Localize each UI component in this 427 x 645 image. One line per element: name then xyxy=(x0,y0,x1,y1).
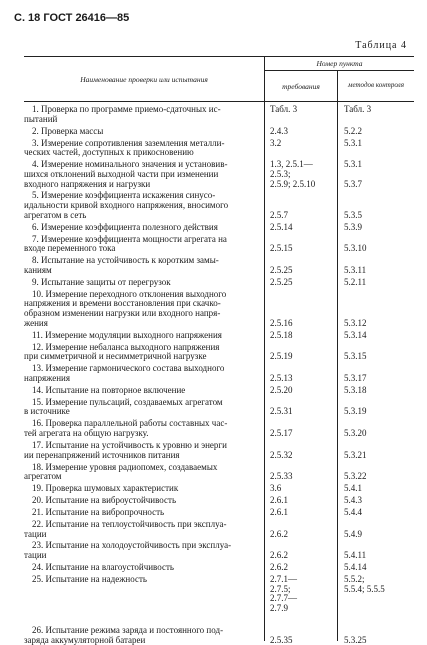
method-ref-line: 5.4.4 xyxy=(344,506,362,517)
method-ref-cell xyxy=(344,520,414,539)
requirement-ref-cell xyxy=(270,127,336,137)
test-name-cell xyxy=(24,563,260,573)
test-name-cell xyxy=(24,398,260,417)
test-name-line: 17. Испытание на устойчивость к уровню и энерги xyxy=(32,439,227,450)
method-ref-cell xyxy=(344,463,414,482)
test-name-cell xyxy=(24,235,260,254)
header-name: Наименование проверки или испытания xyxy=(24,57,265,101)
test-name-line: шихся отклонений выходной части при изменении xyxy=(24,168,219,179)
test-name-cell xyxy=(24,139,260,158)
test-name-cell xyxy=(24,256,260,275)
method-ref-line: 5.2.2 xyxy=(344,125,362,136)
test-name-line: 23. Испытание на холодоустойчивость при эксплуа- xyxy=(32,540,232,551)
requirement-ref-line: 2.7.1— xyxy=(270,573,297,584)
requirement-ref-line: 2.5.9; 2.5.10 xyxy=(270,178,316,189)
requirement-ref-line: 2.5.3; xyxy=(270,168,291,179)
requirement-ref-line: 2.5.25 xyxy=(270,276,293,287)
method-ref-cell xyxy=(344,127,414,137)
method-ref-line: 5.3.5 xyxy=(344,209,362,220)
test-name-line: 21. Испытание на вибропрочность xyxy=(32,506,165,517)
test-name-line: 5. Измерение коэффициента искажения синусо- xyxy=(32,190,216,201)
test-name-line: ческих частей, доступных к прикосновению xyxy=(24,147,194,158)
requirement-ref-cell xyxy=(270,331,336,341)
test-name-cell xyxy=(24,463,260,482)
test-name-cell xyxy=(24,508,260,518)
requirement-ref-cell xyxy=(270,575,336,614)
requirement-ref-line: 2.5.32 xyxy=(270,449,293,460)
test-name-cell xyxy=(24,386,260,396)
test-name-line: агрегатом в сеть xyxy=(24,209,87,220)
requirement-ref-line: 2.4.3 xyxy=(270,125,288,136)
method-ref-cell xyxy=(344,541,414,560)
method-ref-cell xyxy=(344,626,414,645)
method-ref-line: 5.5.2; xyxy=(344,573,365,584)
method-ref-line: 5.3.14 xyxy=(344,329,367,340)
requirement-ref-line: 2.6.1 xyxy=(270,495,288,505)
requirement-ref-line: 3.6 xyxy=(270,483,282,494)
method-ref-line: 5.4.3 xyxy=(344,495,362,505)
method-ref-line: 5.3.21 xyxy=(344,449,367,460)
table-caption: Таблица 4 xyxy=(355,40,407,51)
header-number: Номер пункта xyxy=(265,57,414,71)
test-name-line: заряда аккумуляторной батареи xyxy=(24,634,146,645)
method-ref-cell xyxy=(344,223,414,233)
requirement-ref-line: 2.6.1 xyxy=(270,506,288,517)
test-name-line: входе переменного тока xyxy=(24,243,116,254)
method-ref-cell xyxy=(344,364,414,383)
method-ref-line: 5.4.1 xyxy=(344,483,362,494)
method-ref-cell xyxy=(344,331,414,341)
method-ref-cell xyxy=(344,575,414,594)
test-name-line: 10. Измерение переходного отклонения выходного xyxy=(32,288,227,299)
test-name-line: 3. Измерение сопротивления заземления металли- xyxy=(32,137,225,148)
requirement-ref-line: 2.5.35 xyxy=(270,634,293,645)
method-ref-cell xyxy=(344,398,414,417)
tests-table xyxy=(24,56,414,645)
method-ref-cell xyxy=(344,496,414,506)
requirement-ref-cell xyxy=(270,105,336,115)
requirement-ref-line: 1.3, 2.5.1— xyxy=(270,159,313,170)
requirement-ref-cell xyxy=(270,626,336,645)
test-name-cell xyxy=(24,575,260,585)
method-ref-cell xyxy=(344,419,414,438)
method-ref-line xyxy=(344,626,414,636)
test-name-cell xyxy=(24,419,260,438)
method-ref-line: 5.3.25 xyxy=(344,634,367,645)
requirement-ref-line xyxy=(270,191,336,201)
requirement-ref-cell xyxy=(270,223,336,233)
test-name-line: входного напряжения и нагрузки xyxy=(24,178,151,189)
method-ref-cell xyxy=(344,290,414,329)
method-ref-line: 5.5.4; 5.5.5 xyxy=(344,583,385,594)
method-ref-line xyxy=(344,290,414,300)
test-name-line: 8. Испытание на устойчивость к коротким замы- xyxy=(32,255,219,266)
method-ref-line: 5.2.11 xyxy=(344,276,367,287)
requirement-ref-cell xyxy=(270,191,336,220)
requirement-ref-line: 2.6.2 xyxy=(270,528,288,539)
requirement-ref-line: 2.5.25 xyxy=(270,264,293,275)
method-ref-line: Табл. 3 xyxy=(344,104,372,114)
test-name-cell xyxy=(24,290,260,329)
method-ref-cell xyxy=(344,256,414,275)
requirement-ref-cell xyxy=(270,496,336,506)
requirement-ref-cell xyxy=(270,441,336,460)
requirement-ref-cell xyxy=(270,386,336,396)
test-name-line: 26. Испытание режима заряда и постоянного под- xyxy=(32,624,224,635)
test-name-cell xyxy=(24,441,260,460)
test-name-line: при симметричной и несимметричной нагрузке xyxy=(24,351,207,362)
requirement-ref-line xyxy=(270,626,336,636)
requirement-ref-cell xyxy=(270,256,336,275)
test-name-line: 14. Испытание на повторное включение xyxy=(32,384,186,395)
requirement-ref-line: Табл. 3 xyxy=(270,104,298,114)
table-body xyxy=(24,101,414,645)
test-name-line: в источнике xyxy=(24,406,70,417)
test-name-line: 1. Проверка по программе приемо-сдаточных ис- xyxy=(32,104,221,114)
header-methods: методов контроля xyxy=(348,81,404,90)
page-header: С. 18 ГОСТ 26416—85 xyxy=(14,12,130,24)
method-ref-cell xyxy=(344,484,414,494)
test-name-line: 12. Измерение небаланса выходного напряжения xyxy=(32,341,220,352)
test-name-cell xyxy=(24,520,260,539)
test-name-line: тации xyxy=(24,528,47,539)
method-ref-line: 5.4.14 xyxy=(344,562,367,572)
requirement-ref-cell xyxy=(270,484,336,494)
requirement-ref-cell xyxy=(270,139,336,149)
method-ref-line: 5.3.17 xyxy=(344,372,367,383)
method-ref-line: 5.3.18 xyxy=(344,384,367,395)
test-name-line: 6. Измерение коэффициента полезного действия xyxy=(32,221,218,232)
requirement-ref-line xyxy=(270,290,336,300)
method-ref-cell xyxy=(344,191,414,220)
requirement-ref-line: 2.5.33 xyxy=(270,471,293,482)
requirement-ref-line: 2.7.9 xyxy=(270,603,288,613)
method-ref-line: 5.3.9 xyxy=(344,221,362,232)
test-name-line: 9. Испытание защиты от перегрузок xyxy=(32,276,171,287)
method-ref-cell xyxy=(344,235,414,254)
column-divider xyxy=(337,101,338,641)
test-name-cell xyxy=(24,343,260,362)
test-name-line: напряжения xyxy=(24,372,71,383)
test-name-cell xyxy=(24,484,260,494)
requirement-ref-cell xyxy=(270,398,336,417)
test-name-line: 13. Измерение гармонического состава выходного xyxy=(32,363,225,374)
test-name-line: ии перенапряжений источников питания xyxy=(24,449,180,460)
method-ref-cell xyxy=(344,563,414,573)
method-ref-line: 5.3.12 xyxy=(344,317,367,328)
requirement-ref-cell xyxy=(270,508,336,518)
method-ref-line: 5.3.11 xyxy=(344,264,367,275)
test-name-line: 18. Измерение уровня радиопомех, создаваемых xyxy=(32,461,218,472)
test-name-line: 16. Проверка параллельной работы составных час- xyxy=(32,418,228,429)
requirement-ref-line: 2.5.31 xyxy=(270,406,293,417)
test-name-line: идальности кривой входного напряжения, вносимого xyxy=(24,200,229,211)
test-name-cell xyxy=(24,127,260,137)
test-name-line: 19. Проверка шумовых характеристик xyxy=(32,483,179,494)
method-ref-line: 5.3.19 xyxy=(344,406,367,417)
test-name-line: 24. Испытание на влагоустойчивость xyxy=(32,562,174,572)
requirement-ref-cell xyxy=(270,541,336,560)
requirement-ref-cell xyxy=(270,463,336,482)
table-header xyxy=(24,56,414,102)
method-ref-line xyxy=(344,191,414,201)
requirement-ref-line: 2.5.13 xyxy=(270,372,293,383)
method-ref-line: 5.4.9 xyxy=(344,528,362,539)
method-ref-cell xyxy=(344,508,414,518)
requirement-ref-line: 2.5.14 xyxy=(270,221,293,232)
test-name-cell xyxy=(24,105,260,124)
test-name-line: агрегатом xyxy=(24,471,62,482)
requirement-ref-cell xyxy=(270,563,336,573)
method-ref-cell xyxy=(344,139,414,149)
requirement-ref-line: 2.6.2 xyxy=(270,562,288,572)
test-name-line: каниям xyxy=(24,264,52,275)
test-name-cell xyxy=(24,331,260,341)
requirement-ref-cell xyxy=(270,364,336,383)
method-ref-cell xyxy=(344,278,414,288)
method-ref-line: 5.3.20 xyxy=(344,428,367,438)
requirement-ref-line: 2.5.18 xyxy=(270,329,293,340)
test-name-line: 4. Измерение номинального значения и установив- xyxy=(32,159,228,170)
method-ref-cell xyxy=(344,386,414,396)
test-name-cell xyxy=(24,626,260,645)
requirement-ref-cell xyxy=(270,278,336,288)
column-divider xyxy=(264,101,265,641)
requirement-ref-line: 2.5.19 xyxy=(270,351,293,362)
header-requirements: требования xyxy=(265,71,338,101)
test-name-line: напряжения и времени восстановления при скачко- xyxy=(24,298,221,309)
method-ref-cell xyxy=(344,105,414,115)
requirement-ref-line: 2.5.17 xyxy=(270,428,293,438)
requirement-ref-line: 2.6.2 xyxy=(270,550,288,561)
test-name-cell xyxy=(24,160,260,189)
requirement-ref-cell xyxy=(270,290,336,329)
method-ref-line: 5.3.15 xyxy=(344,351,367,362)
method-ref-line: 5.3.7 xyxy=(344,178,362,189)
method-ref-cell xyxy=(344,160,414,189)
requirement-ref-line: 2.7.5; xyxy=(270,583,291,594)
method-ref-line xyxy=(344,299,414,309)
test-name-line: образном изменении нагрузки или входного напря- xyxy=(24,308,221,319)
method-ref-cell xyxy=(344,441,414,460)
test-name-line: 7. Измерение коэффициента мощности агрегата на xyxy=(32,233,227,244)
requirement-ref-line: 2.5.15 xyxy=(270,243,293,254)
requirement-ref-line: 3.2 xyxy=(270,137,282,148)
test-name-cell xyxy=(24,496,260,506)
test-name-cell xyxy=(24,191,260,220)
method-ref-line: 5.3.22 xyxy=(344,471,367,482)
requirement-ref-line: 2.7.7— xyxy=(270,593,297,604)
method-ref-line: 5.3.10 xyxy=(344,243,367,254)
test-name-line: 2. Проверка массы xyxy=(32,125,104,136)
test-name-line: тей агрегата на общую нагрузку. xyxy=(24,428,149,438)
requirement-ref-cell xyxy=(270,419,336,438)
test-name-cell xyxy=(24,278,260,288)
test-name-line: 11. Измерение модуляции выходного напряжения xyxy=(32,329,222,340)
method-ref-line: 5.3.1 xyxy=(344,159,362,170)
test-name-cell xyxy=(24,223,260,233)
requirement-ref-cell xyxy=(270,235,336,254)
test-name-line: 20. Испытание на виброустойчивость xyxy=(32,495,177,505)
requirement-ref-line xyxy=(270,299,336,309)
requirement-ref-cell xyxy=(270,520,336,539)
test-name-line: 25. Испытание на надежность xyxy=(32,573,148,584)
requirement-ref-line: 2.5.16 xyxy=(270,317,293,328)
test-name-line: тации xyxy=(24,550,47,561)
requirement-ref-cell xyxy=(270,343,336,362)
requirement-ref-line: 2.5.7 xyxy=(270,209,288,220)
method-ref-line: 5.3.1 xyxy=(344,137,362,148)
requirement-ref-cell xyxy=(270,160,336,189)
test-name-cell xyxy=(24,364,260,383)
test-name-line: жения xyxy=(24,317,48,328)
test-name-line: пытаний xyxy=(24,113,58,124)
method-ref-line: 5.4.11 xyxy=(344,550,367,561)
test-name-line: 22. Испытание на теплоустойчивость при эксплуа- xyxy=(32,518,227,529)
test-name-cell xyxy=(24,541,260,560)
method-ref-cell xyxy=(344,343,414,362)
test-name-line: 15. Измерение пульсаций, создаваемых агрегатом xyxy=(32,396,223,407)
requirement-ref-line: 2.5.20 xyxy=(270,384,293,395)
